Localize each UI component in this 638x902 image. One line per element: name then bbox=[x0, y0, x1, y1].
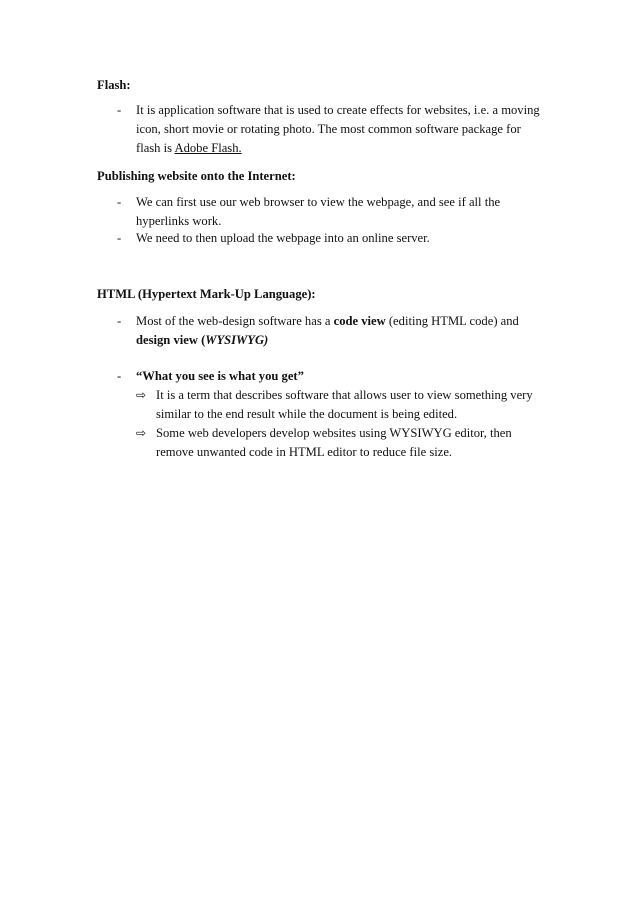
bullet-dash: - bbox=[117, 103, 122, 117]
bullet-dash: - bbox=[117, 314, 122, 328]
code-view-text-2: (editing HTML code) and bbox=[385, 314, 519, 328]
list-item-view-webpage bbox=[97, 193, 537, 231]
sub-item-wysiwyg-definition bbox=[136, 386, 546, 424]
adobe-flash-link[interactable]: Adobe Flash. bbox=[174, 141, 242, 155]
list-item-upload-webpage bbox=[97, 229, 537, 248]
wysiwyg-term: WYSIWYG) bbox=[205, 333, 269, 347]
code-view-text-1: Most of the web-design software has a bbox=[136, 314, 334, 328]
arrow-right-icon: ⇨ bbox=[136, 426, 147, 440]
sub-item-wysiwyg-usage bbox=[136, 424, 546, 462]
wysiwyg-usage-text: Some web developers develop websites using WYSIWYG editor, then remove unwanted code in HTML editor to reduce file size. bbox=[156, 426, 512, 459]
list-item-code-design-view bbox=[97, 312, 537, 350]
bullet-dash: - bbox=[117, 195, 122, 209]
arrow-right-icon: ⇨ bbox=[136, 388, 147, 402]
wysiwyg-definition-text: It is a term that describes software that allows user to view something very similar to the end result while the document is being edited. bbox=[156, 388, 533, 421]
section-heading-publishing: Publishing website onto the Internet: bbox=[97, 169, 296, 183]
code-view-term: code view bbox=[333, 314, 386, 328]
section-heading-html: HTML (Hypertext Mark-Up Language): bbox=[97, 287, 316, 301]
section-heading-flash: Flash: bbox=[97, 78, 131, 92]
list-item-flash-description bbox=[97, 101, 540, 158]
view-webpage-text: We can first use our web browser to view the webpage, and see if all the hyperlinks work. bbox=[136, 195, 501, 228]
list-item-wysiwyg-quote bbox=[97, 367, 537, 386]
upload-webpage-text: We need to then upload the webpage into an online server. bbox=[136, 231, 430, 245]
design-view-term: design view ( bbox=[136, 333, 206, 347]
bullet-dash: - bbox=[117, 369, 122, 383]
flash-description-text: It is application software that is used to create effects for websites, i.e. a moving icon, short movie or rotating photo. The most common software package for flash is bbox=[136, 103, 540, 155]
bullet-dash: - bbox=[117, 231, 122, 245]
wysiwyg-quote-text: “What you see is what you get” bbox=[136, 369, 304, 383]
